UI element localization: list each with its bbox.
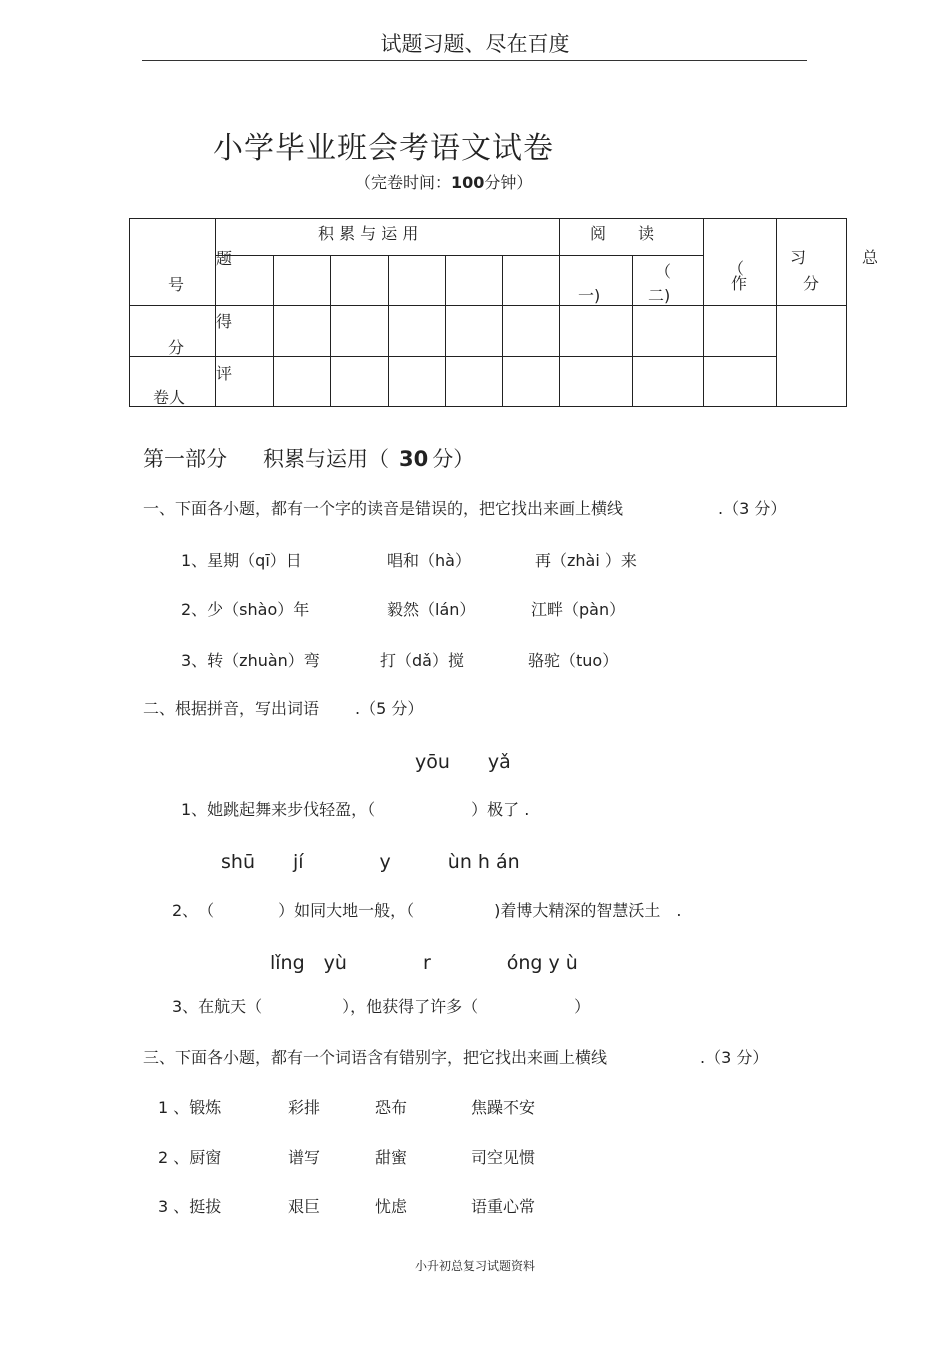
q2-pinyin-2: shū jí y ùn h án <box>221 851 520 873</box>
q2-pinyin-3: lǐng yù r óng y ù <box>270 952 578 974</box>
table-zuo-paren: （ <box>728 259 745 278</box>
q1-row2-item2: 毅然（lán） <box>387 600 476 619</box>
section1-label: 第一部分 <box>143 447 227 471</box>
q3-row2-item2: 谱写 <box>288 1148 321 1167</box>
table-fen-row: 分 <box>168 338 185 357</box>
q2-sentence-1: 1、她跳起舞来步伐轻盈，（ ）极了 . <box>181 800 530 819</box>
q3-row2-item4: 司空见惯 <box>471 1148 536 1167</box>
q2-pinyin-1: yōu yǎ <box>415 751 511 773</box>
q3-prompt: 三、下面各小题，都有一个词语含有错别字，把它找出来画上横线 <box>143 1048 608 1067</box>
table-label-ti: 题 <box>216 249 233 268</box>
table-juanren: 卷人 <box>153 388 186 407</box>
q3-row1-item3: 恐布 <box>375 1098 408 1117</box>
section1-heading <box>143 443 474 473</box>
q3-row2-item3: 甜蜜 <box>375 1148 408 1167</box>
q1-row3-item2: 打（dǎ）搅 <box>380 651 464 670</box>
section1-title-b: 分） <box>432 447 475 471</box>
subtitle-duration: 100 <box>451 173 485 192</box>
q2-points: .（5 分） <box>355 699 424 718</box>
table-group-accumulation: 积 累 与 运 用 <box>318 224 419 243</box>
q3-row3-item3: 忧虑 <box>375 1197 408 1216</box>
table-zuo: 作 <box>731 274 748 293</box>
q1-row2-item1: 2、少（shào）年 <box>181 600 310 619</box>
table-label-hao: 号 <box>168 275 185 294</box>
q2-sentence-3: 3、在航天（ ），他获得了许多（ ） <box>172 997 591 1016</box>
page-header: 试题习题、尽在百度 <box>380 32 570 56</box>
table-group-reading: 阅 读 <box>590 224 655 243</box>
q3-row1-item2: 彩排 <box>288 1098 321 1117</box>
q1-row2-item3: 江畔（pàn） <box>531 600 626 619</box>
section1-score: 30 <box>399 447 429 471</box>
q1-points: .（3 分） <box>718 499 787 518</box>
table-fen-col: 分 <box>803 274 820 293</box>
table-zong: 总 <box>862 248 879 267</box>
q2-sentence-2: 2、 （ ）如同大地一般，（ )着博大精深的智慧沃土 . <box>172 901 682 920</box>
exam-title: 小学毕业班会考语文试卷 <box>213 131 554 166</box>
q3-row2-item1: 2 、厨窗 <box>158 1148 222 1167</box>
q1-prompt: 一、下面各小题，都有一个字的读音是错误的，把它找出来画上横线 <box>143 499 624 518</box>
q2-prompt: 二、根据拼音，写出词语 <box>143 699 320 718</box>
q1-row1-item3: 再（zhài ）来 <box>535 551 637 570</box>
q1-row3-item1: 3、转（zhuàn）弯 <box>181 651 320 670</box>
q3-row3-item2: 艰巨 <box>288 1197 321 1216</box>
q3-row1-item1: 1 、锻炼 <box>158 1098 222 1117</box>
table-de: 得 <box>216 312 233 331</box>
q1-row3-item3: 骆驼（tuo） <box>528 651 619 670</box>
q1-row1-item1: 1、星期（qī）日 <box>181 551 302 570</box>
q3-row3-item4: 语重心常 <box>471 1197 536 1216</box>
table-ping: 评 <box>216 364 233 383</box>
page-footer: 小升初总复习试题资料 <box>414 1259 535 1273</box>
table-reading-1: 一) <box>578 286 601 305</box>
subtitle-prefix: （完卷时间： <box>355 173 452 192</box>
table-reading-2: 二) <box>648 286 671 305</box>
section1-title-a: 积累与运用（ <box>263 447 389 471</box>
table-xi: 习 <box>790 248 807 267</box>
table-reading-2-paren: （ <box>655 262 672 281</box>
q1-row1-item2: 唱和（hà） <box>387 551 471 570</box>
q3-points: .（3 分） <box>700 1048 769 1067</box>
q3-row3-item1: 3 、挺拔 <box>158 1197 222 1216</box>
q3-row1-item4: 焦躁不安 <box>471 1098 536 1117</box>
subtitle-suffix: 分钟） <box>484 173 533 192</box>
